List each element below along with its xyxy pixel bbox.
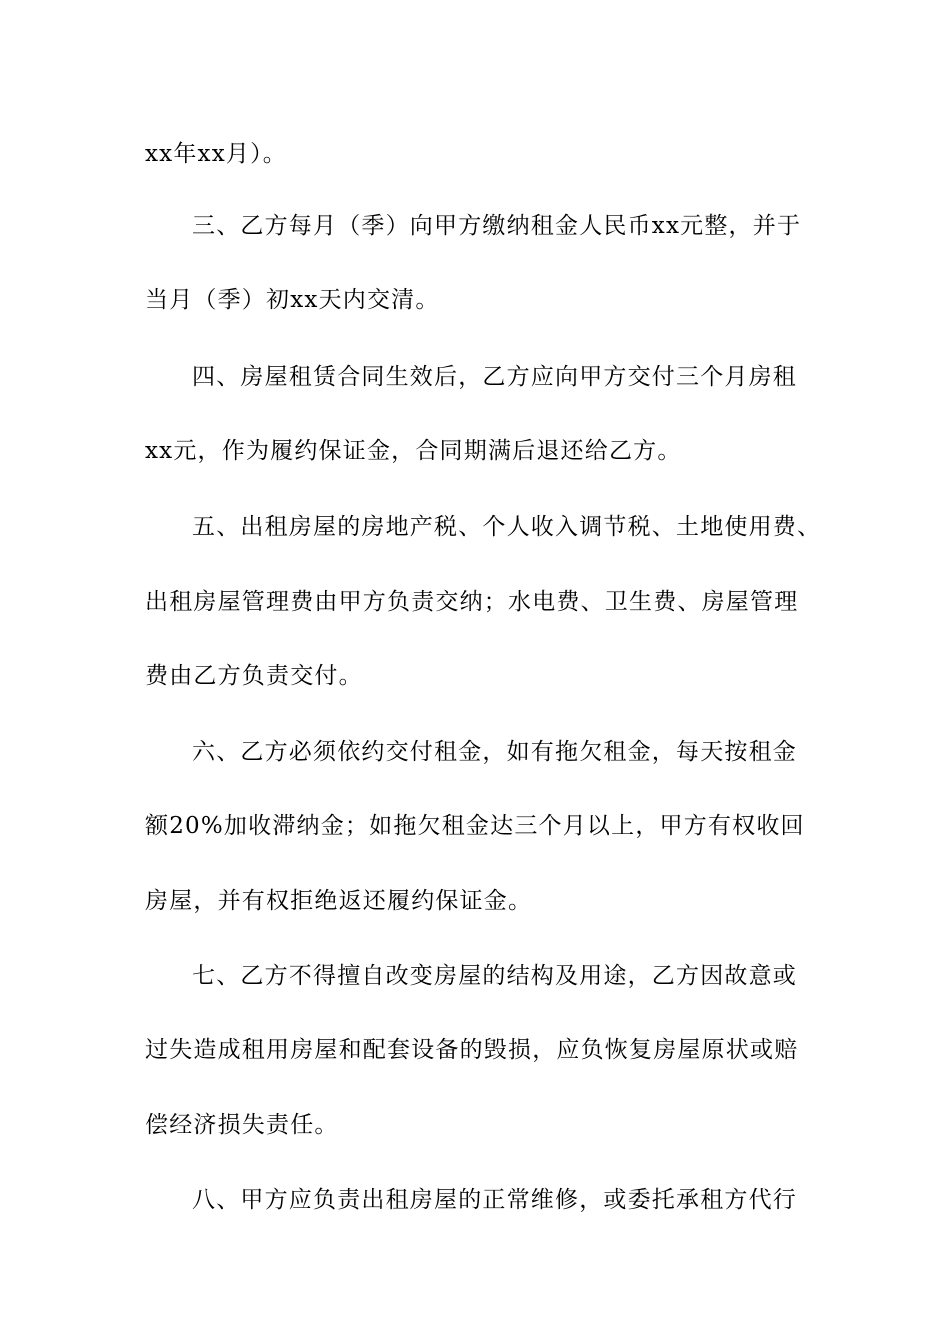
- text-line: 偿经济损失责任。: [145, 1112, 339, 1138]
- text-line: 当月（季）初xx天内交清。: [145, 287, 440, 313]
- paragraph-7-start: 七、乙方不得擅自改变房屋的结构及用途，乙方因故意或: [192, 963, 797, 989]
- text-line: 费由乙方负责交付。: [145, 663, 363, 689]
- text-line: xx元，作为履约保证金，合同期满后退还给乙方。: [145, 438, 682, 464]
- text-line: 额20%加收滞纳金；如拖欠租金达三个月以上，甲方有权收回: [145, 813, 805, 839]
- paragraph-4-start: 四、房屋租赁合同生效后，乙方应向甲方交付三个月房租: [192, 364, 797, 390]
- text-line: xx年xx月）。: [145, 141, 287, 167]
- paragraph-6-start: 六、乙方必须依约交付租金，如有拖欠租金，每天按租金: [192, 739, 797, 765]
- text-line: 过失造成租用房屋和配套设备的毁损，应负恢复房屋原状或赔: [145, 1037, 799, 1063]
- paragraph-5-start: 五、出租房屋的房地产税、个人收入调节税、土地使用费、: [192, 514, 822, 540]
- paragraph-3-start: 三、乙方每月（季）向甲方缴纳租金人民币xx元整，并于: [192, 213, 802, 239]
- paragraph-8-start: 八、甲方应负责出租房屋的正常维修，或委托承租方代行: [192, 1187, 797, 1213]
- text-line: 出租房屋管理费由甲方负责交纳；水电费、卫生费、房屋管理: [145, 589, 799, 615]
- text-line: 房屋，并有权拒绝返还履约保证金。: [145, 888, 533, 914]
